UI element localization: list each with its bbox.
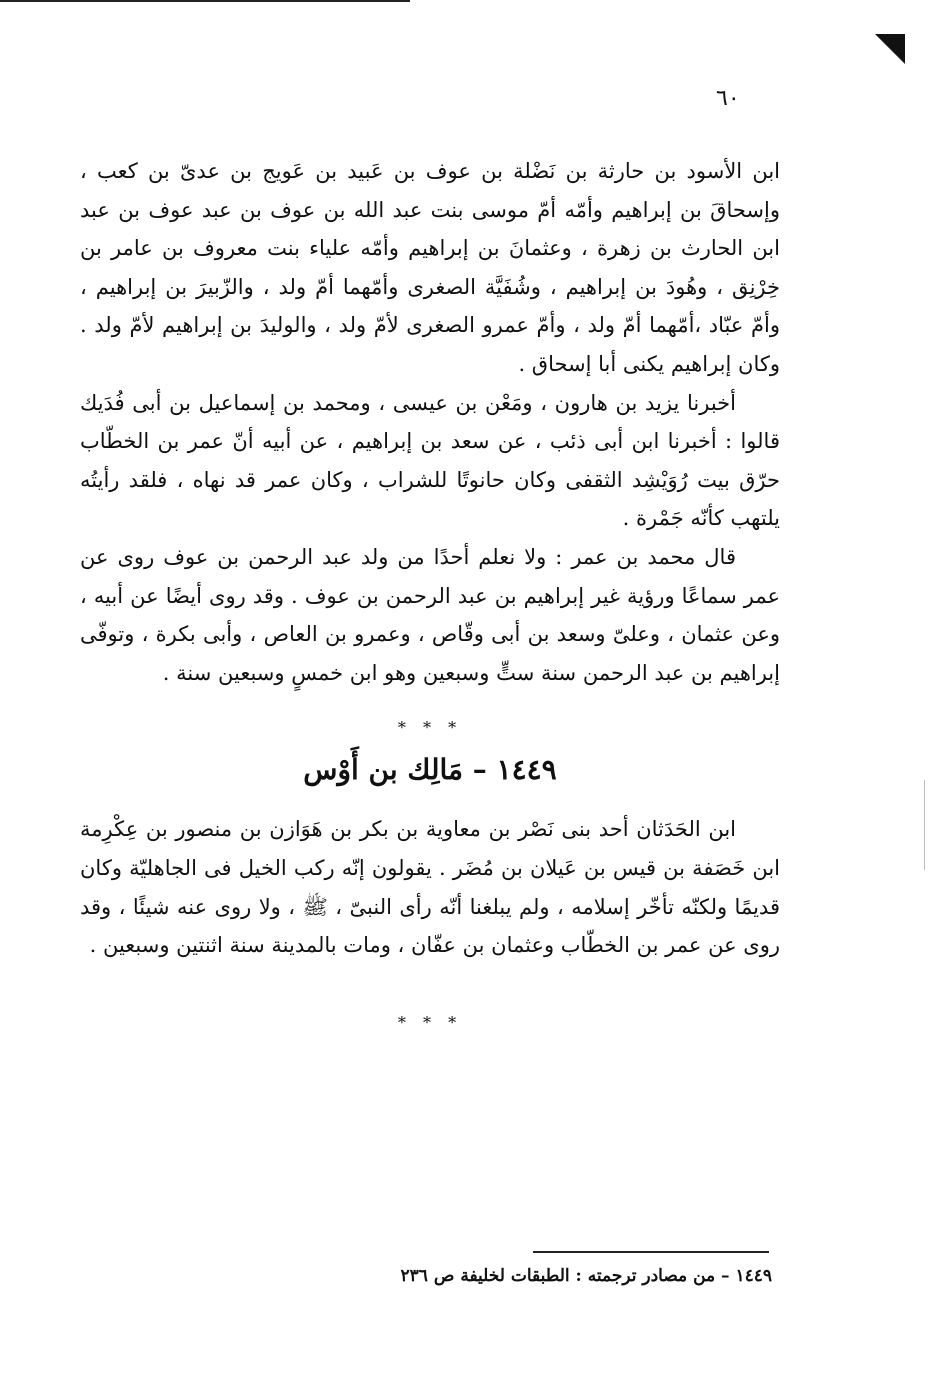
footnote: ١٤٤٩ – من مصادر ترجمته : الطبقات لخليفة ص ٢٣٦ [400,1266,772,1286]
paragraph-3: قال محمد بن عمر : ولا نعلم أحدًا من ولد عبد الرحمن بن عوف روى عن عمر سماعًا ورؤية غير إبراهيم بن عبد الرحمن بن عوف . وقد روى أيضًا عن أبيه ، وعن عثمان ، وعلىّ وسعد بن أبى وقّاص ، وعمرو بن العاص ، وأبى بكرة ، وتوفّى إبراهيم بن عبد الرحمن سنة ستٍّ وسبعين وهو ابن خمسٍ وسبعين سنة . [80,544,780,685]
top-rule [0,0,410,2]
end-separator: * * * [397,1012,463,1032]
section-separator: * * * [397,718,463,738]
entry-heading: ١٤٤٩ – مَالِك بن أَوْس [303,753,557,787]
page-body [80,152,780,1033]
scan-edge-line [924,780,925,870]
entry-paragraph: ابن الحَدَثان أحد بنى نَصْر بن معاوية بن بكر بن هَوَازن بن منصور بن عِكْرِمة ابن خَصَفة بن قيس بن عَيلان بن مُضَر . يقولون إنّه ركب الخيل فى الجاهليّة وكان قديمًا ولكنّه تأخّر إسلامه ، ولم يبلغنا أنّه رأى النبىّ ، ﷺ ، ولا روى عنه شيئًا ، وقد روى عن عمر بن الخطّاب وعثمان بن عفّان ، ومات بالمدينة سنة اثنتين وسبعين . [80,817,780,958]
page-number: ٦٠ [716,86,740,111]
paragraph-2: أخبرنا يزيد بن هارون ، ومَعْن بن عيسى ، ومحمد بن إسماعيل بن أبى فُدَيك قالوا : أخبرنا ابن أبى ذئب ، عن سعد بن إبراهيم ، عن أبيه أنّ عمر بن الخطّاب حرّق بيت رُوَيْشِد الثقفى وكان حانوتًا للشراب ، وكان عمر قد نهاه ، فلقد رأيتُه يلتهب كأنّه جَمْرة . [80,390,780,531]
footnote-rule [533,1251,769,1253]
corner-triangle-mark [875,34,905,64]
paragraph-1: ابن الأسود بن حارثة بن نَضْلة بن عوف بن عَبيد بن عَويج بن عدىّ بن كعب ، وإسحاقَ بن إبراهيم وأمّه أمّ موسى بنت عبد الله بن عوف بن عبد عوف بن عبد ابن الحارث بن زهرة ، وعثمانَ بن إبراهيم وأمّه علياء بنت معروف بن عامر بن خِرْنِق ، وهُودَ بن إبراهيم ، وشُفَيَّة الصغرى وأمّهما أمّ ولد ، والزّبيرَ بن إبراهيم ، وأمّ عبّاد ،أمّهما أمّ ولد ، وأمّ عمرو الصغرى لأمّ ولد ، والوليدَ بن إبراهيم لأمّ ولد . وكان إبراهيم يكنى أبا إسحاق . [80,159,780,376]
